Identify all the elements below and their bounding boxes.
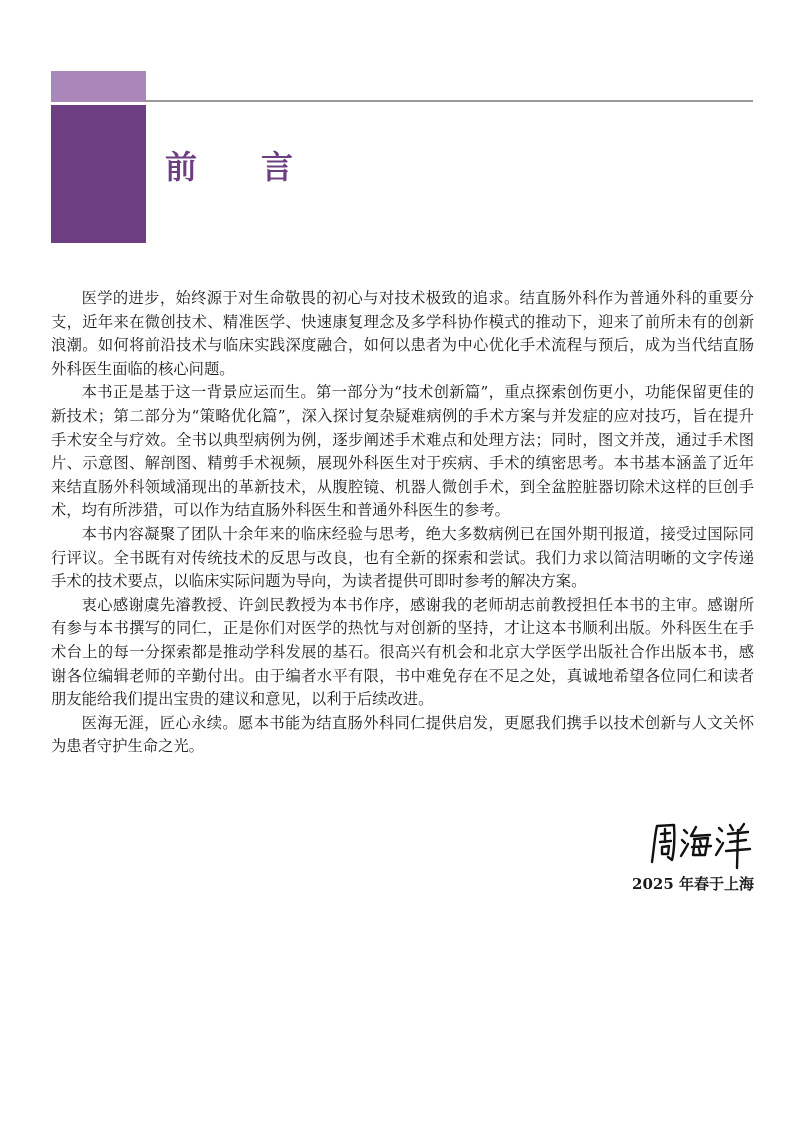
paragraph-1: 医学的进步，始终源于对生命敬畏的初心与对技术极致的追求。结直肠外科作为普通外科的重要分支，近年来在微创技术、精准医学、快速康复理念及多学科协作模式的推动下，迎来了前所未有的创新浪潮。如何将前沿技术与临床实践深度融合，如何以患者为中心优化手术流程与预后，成为当代结直肠外科医生面临的核心问题。	[51, 289, 754, 378]
header-rule	[146, 100, 753, 102]
page-title: 前言	[165, 148, 358, 186]
header-side-block	[51, 105, 146, 243]
paragraph-2: 本书正是基于这一背景应运而生。第一部分为“技术创新篇”，重点探索创伤更小，功能保留更佳的新技术；第二部分为“策略优化篇”，深入探讨复杂疑难病例的手术方案与并发症的应对技巧，旨在提升手术安全与疗效。全书以典型病例为例，逐步阐述手术难点和处理方法；同时，图文并茂，通过手术图片、示意图、解剖图、精剪手术视频，展现外科医生对于疾病、手术的缜密思考。本书基本涵盖了近年来结直肠外科领域涌现出的革新技术，从腹腔镜、机器人微创手术，到全盆腔脏器切除术这样的巨创手术，均有所涉猎，可以作为结直肠外科医生和普通外科医生的参考。	[51, 383, 754, 520]
paragraph-3: 本书内容凝聚了团队十余年来的临床经验与思考，绝大多数病例已在国外期刊报道，接受过国际同行评议。全书既有对传统技术的反思与改良，也有全新的探索和尝试。我们力求以简洁明晰的文字传递手术的技术要点，以临床实际问题为导向，为读者提供可即时参考的解决方案。	[51, 524, 754, 591]
paragraph-5: 医海无涯，匠心永续。愿本书能为结直肠外科同仁提供启发，更愿我们携手以技术创新与人文关怀为患者守护生命之光。	[51, 713, 754, 756]
preface-body	[51, 287, 754, 759]
date-place: 2025 年春于上海	[632, 875, 754, 893]
handwritten-signature	[644, 818, 754, 870]
header-accent-tab	[51, 71, 146, 102]
paragraph-4: 衷心感谢虞先濬教授、许剑民教授为本书作序，感谢我的老师胡志前教授担任本书的主审。感谢所有参与本书撰写的同仁，正是你们对医学的热忱与对创新的坚持，才让这本书顺利出版。外科医生在手术台上的每一分探索都是推动学科发展的基石。很高兴有机会和北京大学医学出版社合作出版本书，感谢各位编辑老师的辛勤付出。由于编者水平有限，书中难免存在不足之处，真诚地希望各位同仁和读者朋友能给我们提出宝贵的建议和意见，以利于后续改进。	[51, 595, 754, 709]
